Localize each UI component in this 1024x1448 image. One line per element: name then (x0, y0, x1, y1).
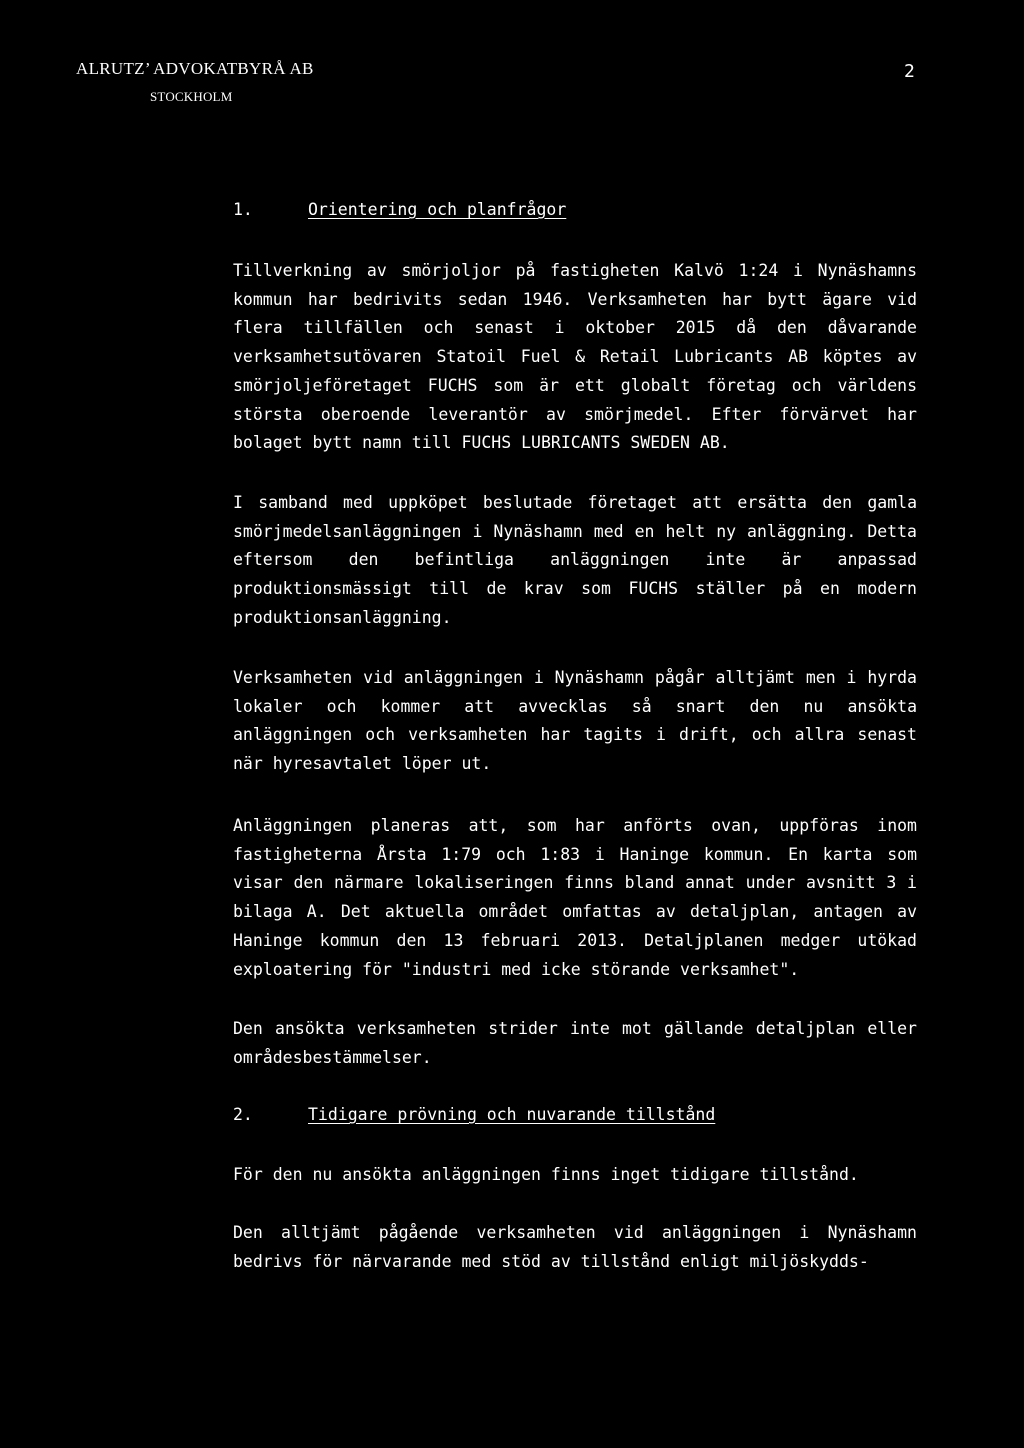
body-paragraph: Tillverkning av smörjoljor på fastigheten Kalvö 1:24 i Nynäshamns kommun har bedrivits sedan 1946. Verksamheten har bytt ägare vid flera tillfällen och senast i oktober 2015 då den dåvarande verksamhetsutövaren Statoil Fuel & Retail Lubricants AB köptes av smörjoljeföretaget FUCHS som är ett globalt företag och världens största oberoende leverantör av smörjmedel. Efter förvärvet har bolaget bytt namn till FUCHS LUBRICANTS SWEDEN AB. (233, 261, 917, 453)
section-heading (233, 198, 566, 222)
firm-name: ALRUTZ’ ADVOKATBYRÅ AB (76, 59, 314, 78)
body-paragraph: För den nu ansökta anläggningen finns inget tidigare tillstånd. (233, 1165, 859, 1184)
section-number: 1. (233, 200, 253, 219)
section-heading (233, 1103, 715, 1127)
body-paragraph: I samband med uppköpet beslutade företaget att ersätta den gamla smörjmedelsanläggningen i Nynäshamn med en helt ny anläggning. Detta eftersom den befintliga anläggningen inte är anpassad produktionsmässigt till de krav som FUCHS ställer på en modern produktionsanläggning. (233, 493, 917, 627)
body-paragraph: Den ansökta verksamheten strider inte mot gällande detaljplan eller områdesbestämmelser. (233, 1019, 917, 1067)
section-title: Orientering och planfrågor (308, 200, 567, 219)
page-number: 2 (904, 61, 915, 82)
section-number: 2. (233, 1105, 253, 1124)
body-paragraph: Den alltjämt pågående verksamheten vid anläggningen i Nynäshamn bedrivs för närvarande med stöd av tillstånd enligt miljöskydds- (233, 1223, 917, 1271)
section-title: Tidigare prövning och nuvarande tillstånd (308, 1105, 716, 1124)
firm-city: STOCKHOLM (150, 89, 233, 104)
body-paragraph: Anläggningen planeras att, som har anförts ovan, uppföras inom fastigheterna Årsta 1:79 och 1:83 i Haninge kommun. En karta som visar den närmare lokaliseringen finns bland annat under avsnitt 3 i bilaga A. Det aktuella området omfattas av detaljplan, antagen av Haninge kommun den 13 februari 2013. Detaljplanen medger utökad exploatering för "industri med icke störande verksamhet". (233, 816, 917, 979)
body-paragraph: Verksamheten vid anläggningen i Nynäshamn pågår alltjämt men i hyrda lokaler och kommer att avvecklas så snart den nu ansökta anläggningen och verksamheten har tagits i drift, och allra senast när hyresavtalet löper ut. (233, 668, 917, 774)
